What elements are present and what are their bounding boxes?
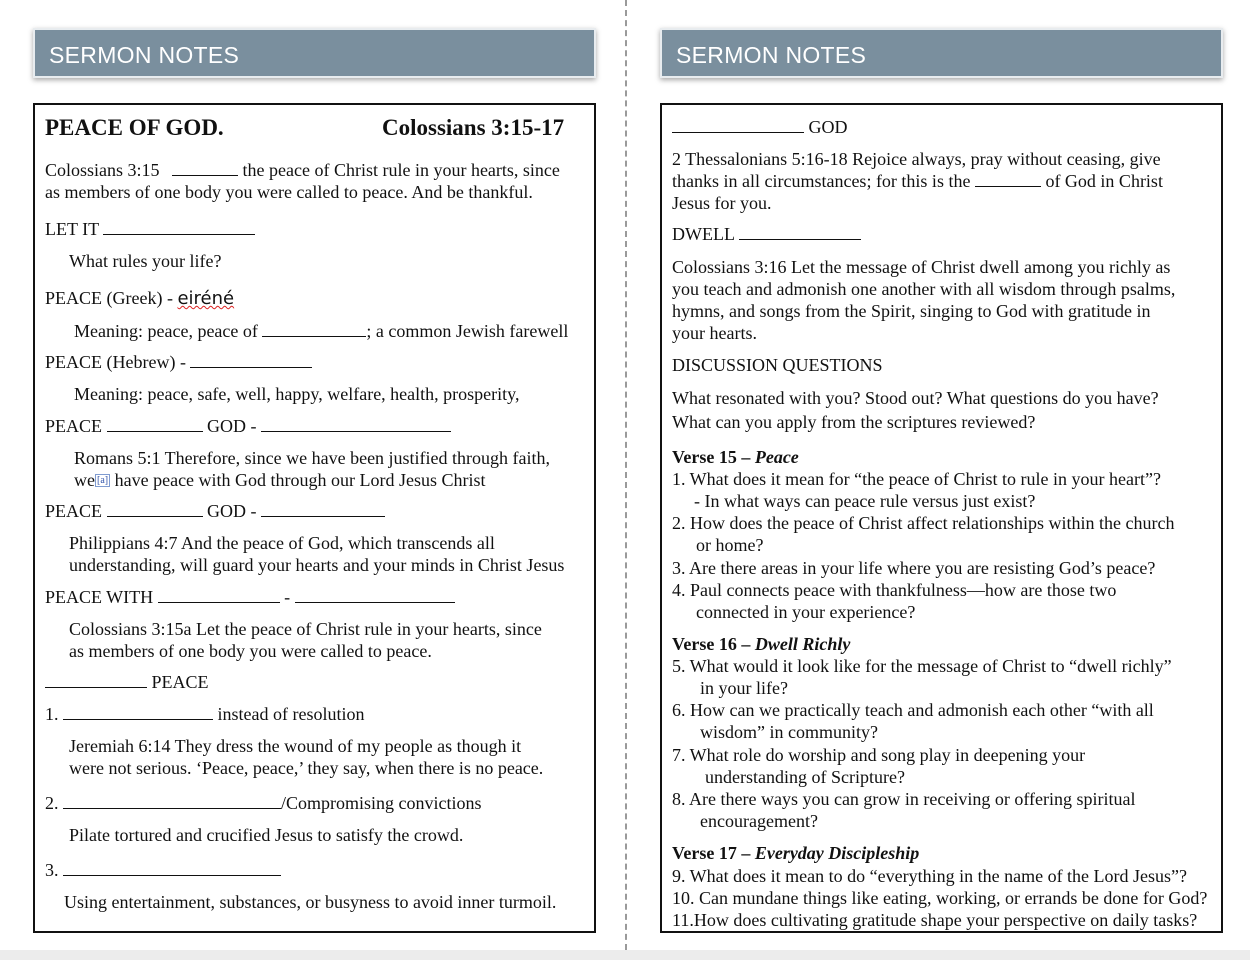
blank-field[interactable] <box>107 501 203 517</box>
question-7-line2: understanding of Scripture? <box>705 767 905 787</box>
meaning-greek-line <box>74 320 568 342</box>
blank-god-line <box>672 116 848 138</box>
verse-label: Verse 17 – <box>672 843 751 863</box>
blank-peace-line <box>45 671 209 693</box>
dwell-line <box>672 223 861 245</box>
left-sermon-notes-banner: SERMON NOTES <box>33 28 596 78</box>
question-8-line1: 8. Are there ways you can grow in receiving or offering spiritual <box>672 789 1136 809</box>
sermon-title: PEACE OF GOD. <box>45 115 224 140</box>
question-11: 11.How does cultivating gratitude shape your perspective on daily tasks? <box>672 910 1198 930</box>
what-rules-question: What rules your life? <box>69 251 222 271</box>
meaning-blank[interactable] <box>262 321 366 337</box>
question-3: 3. Are there areas in your life where you are resisting God’s peace? <box>672 558 1156 578</box>
let-it-label: LET IT <box>45 219 99 239</box>
colossians-316-line4: your hearts. <box>672 323 757 343</box>
verse-theme: Dwell Richly <box>754 634 851 654</box>
colossians-316-line3: hymns, and songs from the Spirit, singing to God with gratitude in <box>672 301 1151 321</box>
romans-text-end: have peace with God through our Lord Jesus Christ <box>114 470 486 490</box>
colossians-316-line2: you teach and admonish one another with all wisdom through psalms, <box>672 279 1176 299</box>
let-it-line <box>45 218 255 240</box>
peace-greek-label: PEACE (Greek) - <box>45 288 173 308</box>
point-text: instead of resolution <box>217 704 365 724</box>
question-1-line1: 1. What does it mean for “the peace of Christ to rule in your heart”? <box>672 469 1161 489</box>
blank-field[interactable] <box>172 160 238 176</box>
blank-field[interactable] <box>63 704 213 720</box>
question-9: 9. What does it mean to do “everything in the name of the Lord Jesus”? <box>672 866 1188 886</box>
meaning-text: Meaning: peace, peace of <box>74 321 258 341</box>
peace-god-line-1 <box>45 415 451 437</box>
point-2-line <box>45 792 482 814</box>
blank-field[interactable] <box>261 501 385 517</box>
left-notes-panel <box>33 103 596 933</box>
colossians-315-line2: as members of one body you were called to peace. And be thankful. <box>45 182 533 202</box>
bottom-strip <box>0 950 1250 960</box>
question-6-line1: 6. How can we practically teach and admonish each other “with all <box>672 700 1154 720</box>
blank-field[interactable] <box>261 416 451 432</box>
blank-field[interactable] <box>975 171 1041 187</box>
point-number: 1. <box>45 704 59 724</box>
meaning-text-end: ; a common Jewish farewell <box>366 321 569 341</box>
jeremiah-line1: Jeremiah 6:14 They dress the wound of my people as though it <box>69 736 522 756</box>
colossians-315-line1 <box>45 159 560 181</box>
dash: - <box>284 587 291 607</box>
point-number: 3. <box>45 860 59 880</box>
question-2-line1: 2. How does the peace of Christ affect relationships within the church <box>672 513 1175 533</box>
blank-field[interactable] <box>295 587 455 603</box>
verse-text: the peace of Christ rule in your hearts, since <box>242 160 560 180</box>
verse-ref: Colossians 3:15 <box>45 160 160 180</box>
point-3-line <box>45 859 281 881</box>
verse-text: thanks in all circumstances; for this is the <box>672 171 971 191</box>
colossians-316-line1: Colossians 3:16 Let the message of Christ dwell among you richly as <box>672 257 1171 277</box>
footnote-link[interactable]: [a] <box>97 475 109 486</box>
blank-field[interactable] <box>672 117 804 133</box>
question-10: 10. Can mundane things like eating, working, or errands be done for God? <box>672 888 1208 908</box>
right-notes-panel <box>660 103 1223 933</box>
blank-field[interactable] <box>107 416 203 432</box>
peace-hebrew-label: PEACE (Hebrew) - <box>45 352 186 372</box>
verse-label: Verse 15 – <box>672 447 751 467</box>
verse-theme: Everyday Discipleship <box>754 843 920 863</box>
thessalonians-line2 <box>672 170 1163 192</box>
philippians-line2: understanding, will guard your hearts and your minds in Christ Jesus <box>69 555 565 575</box>
peace-hebrew-line <box>45 351 312 373</box>
question-8-line2: encouragement? <box>700 811 818 831</box>
question-2-line2: or home? <box>696 535 764 555</box>
peace-label: PEACE <box>45 501 103 521</box>
entertainment-line: Using entertainment, substances, or busyness to avoid inner turmoil. <box>64 892 557 912</box>
peace-greek-line <box>45 287 234 310</box>
colossians-315a-line1: Colossians 3:15a Let the peace of Christ rule in your hearts, since <box>69 619 542 639</box>
romans-line2 <box>74 469 486 491</box>
question-6-line2: wisdom” in community? <box>700 722 878 742</box>
point-text: /Compromising convictions <box>281 793 482 813</box>
verse-17-heading <box>672 842 919 864</box>
god-label: GOD - <box>207 501 257 521</box>
question-1-line2: - In what ways can peace rule versus just exist? <box>694 491 1036 511</box>
right-sermon-notes-banner: SERMON NOTES <box>660 28 1223 78</box>
verse-15-heading <box>672 446 799 468</box>
blank-field[interactable] <box>45 672 147 688</box>
question-7-line1: 7. What role do worship and song play in deepening your <box>672 745 1086 765</box>
peace-with-line <box>45 586 455 608</box>
discussion-heading: DISCUSSION QUESTIONS <box>672 355 883 375</box>
verse-label: Verse 16 – <box>672 634 751 654</box>
greek-word: eiréné <box>177 288 235 309</box>
point-number: 2. <box>45 793 59 813</box>
verse-text-end: of God in Christ <box>1045 171 1163 191</box>
peace-label: PEACE <box>151 672 209 692</box>
god-label: GOD <box>808 117 848 137</box>
philippians-line1: Philippians 4:7 And the peace of God, which transcends all <box>69 533 495 553</box>
hebrew-blank[interactable] <box>190 352 312 368</box>
peace-label: PEACE <box>45 416 103 436</box>
resonated-line1: What resonated with you? Stood out? What questions do you have? <box>672 388 1159 408</box>
peace-god-line-2 <box>45 500 385 522</box>
page-fold-divider <box>625 0 627 960</box>
blank-field[interactable] <box>158 587 280 603</box>
question-4-line1: 4. Paul connects peace with thankfulness—how are those two <box>672 580 1117 600</box>
god-label: GOD - <box>207 416 257 436</box>
blank-field[interactable] <box>63 793 281 809</box>
verse-16-heading <box>672 633 850 655</box>
jeremiah-line2: were not serious. ‘Peace, peace,’ they say, when there is no peace. <box>69 758 544 778</box>
scripture-reference: Colossians 3:15-17 <box>382 115 565 140</box>
blank-field[interactable] <box>63 860 281 876</box>
pilate-line: Pilate tortured and crucified Jesus to satisfy the crowd. <box>69 825 464 845</box>
peace-with-label: PEACE WITH <box>45 587 154 607</box>
dwell-label: DWELL <box>672 224 735 244</box>
thessalonians-line1: 2 Thessalonians 5:16-18 Rejoice always, pray without ceasing, give <box>672 149 1161 169</box>
colossians-315a-line2: as members of one body you were called to peace. <box>69 641 432 661</box>
verse-theme: Peace <box>754 447 799 467</box>
question-5-line2: in your life? <box>700 678 788 698</box>
thessalonians-line3: Jesus for you. <box>672 193 772 213</box>
point-1-line <box>45 703 364 725</box>
question-4-line2: connected in your experience? <box>696 602 916 622</box>
question-5-line1: 5. What would it look like for the message of Christ to “dwell richly” <box>672 656 1172 676</box>
meaning-hebrew-line: Meaning: peace, safe, well, happy, welfare, health, prosperity, <box>74 384 520 404</box>
resonated-line2: What can you apply from the scriptures reviewed? <box>672 412 1036 432</box>
romans-line1: Romans 5:1 Therefore, since we have been justified through faith, <box>74 448 551 468</box>
blank-field[interactable] <box>739 224 861 240</box>
let-it-blank[interactable] <box>103 219 255 235</box>
romans-text: we <box>74 470 95 490</box>
